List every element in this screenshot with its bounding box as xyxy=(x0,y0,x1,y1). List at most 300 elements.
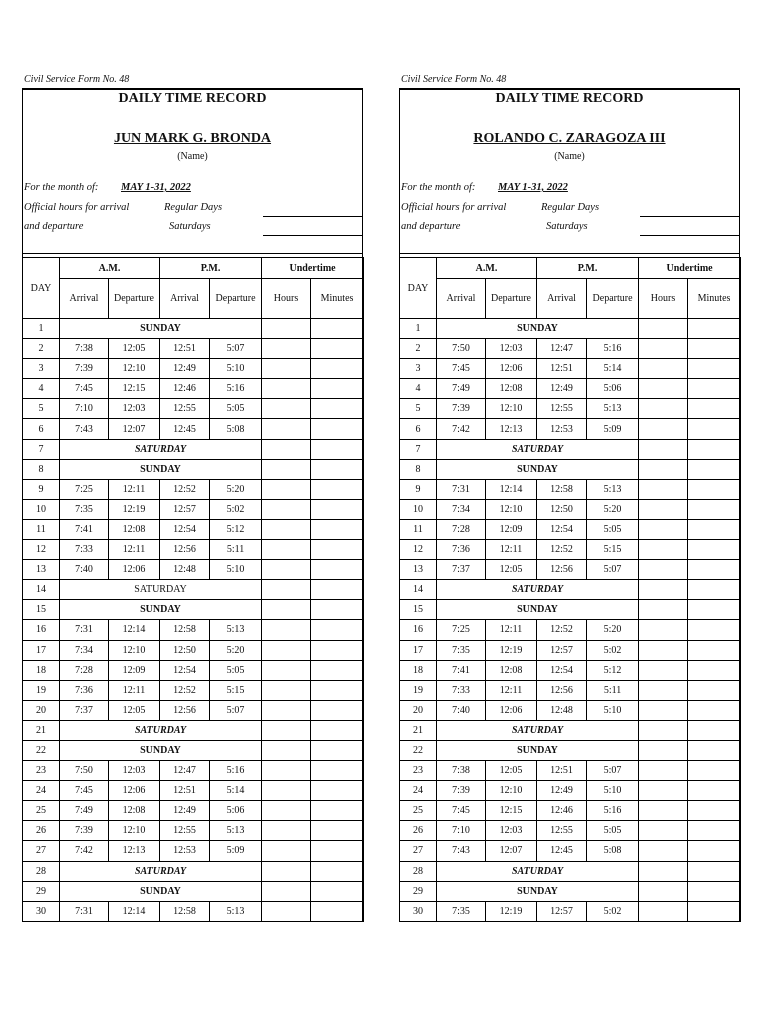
undertime-minutes-cell xyxy=(688,861,741,881)
undertime-hours-cell xyxy=(262,339,311,359)
table-row xyxy=(23,841,364,861)
am-arrival-time: 7:10 xyxy=(60,399,109,419)
undertime-minutes-cell xyxy=(311,459,364,479)
am-arrival-time: 7:38 xyxy=(60,339,109,359)
table-row xyxy=(23,319,364,339)
pm-departure-time: 5:13 xyxy=(210,620,262,640)
pm-arrival-time: 12:49 xyxy=(160,359,210,379)
regular-days-label: Regular Days xyxy=(541,202,600,213)
undertime-hours-cell xyxy=(262,700,311,720)
am-arrival-time: 7:31 xyxy=(60,901,109,921)
day-number: 3 xyxy=(400,359,437,379)
day-number: 4 xyxy=(400,379,437,399)
pm-departure-time: 5:20 xyxy=(210,640,262,660)
am-departure-header: Departure xyxy=(486,279,537,319)
sunday-label: SUNDAY xyxy=(437,319,639,339)
day-number: 26 xyxy=(23,821,60,841)
pm-arrival-time: 12:55 xyxy=(160,821,210,841)
pm-arrival-time: 12:48 xyxy=(537,700,587,720)
am-arrival-time: 7:45 xyxy=(437,801,486,821)
am-departure-time: 12:05 xyxy=(109,339,160,359)
undertime-hours-cell xyxy=(639,700,688,720)
am-departure-time: 12:05 xyxy=(109,700,160,720)
am-arrival-time: 7:50 xyxy=(60,761,109,781)
am-arrival-time: 7:31 xyxy=(60,620,109,640)
undertime-minutes-cell xyxy=(688,660,741,680)
day-number: 16 xyxy=(23,620,60,640)
pm-departure-time: 5:10 xyxy=(210,560,262,580)
undertime-hours-cell xyxy=(639,801,688,821)
saturdays-line xyxy=(263,235,362,236)
am-departure-header: Departure xyxy=(109,279,160,319)
saturday-label: SATURDAY xyxy=(60,580,262,600)
pm-departure-time: 5:20 xyxy=(587,499,639,519)
am-arrival-time: 7:45 xyxy=(437,359,486,379)
day-number: 22 xyxy=(23,740,60,760)
day-number: 2 xyxy=(400,339,437,359)
undertime-hours-cell xyxy=(639,680,688,700)
table-row xyxy=(400,339,741,359)
dtr-box xyxy=(22,88,363,922)
pm-departure-time: 5:08 xyxy=(587,841,639,861)
undertime-minutes-cell xyxy=(311,519,364,539)
sunday-label: SUNDAY xyxy=(437,740,639,760)
am-arrival-time: 7:10 xyxy=(437,821,486,841)
am-arrival-time: 7:36 xyxy=(60,680,109,700)
am-arrival-time: 7:39 xyxy=(60,821,109,841)
undertime-hours-cell xyxy=(639,600,688,620)
sunday-label: SUNDAY xyxy=(60,319,262,339)
header-divider xyxy=(400,253,739,254)
undertime-hours-cell xyxy=(639,781,688,801)
day-number: 21 xyxy=(23,720,60,740)
undertime-hours-cell xyxy=(639,499,688,519)
undertime-minutes-cell xyxy=(311,600,364,620)
day-number: 25 xyxy=(23,801,60,821)
am-arrival-time: 7:35 xyxy=(60,499,109,519)
day-number: 15 xyxy=(400,600,437,620)
day-number: 23 xyxy=(400,761,437,781)
am-departure-time: 12:09 xyxy=(109,660,160,680)
undertime-hours-cell xyxy=(639,761,688,781)
am-departure-time: 12:03 xyxy=(109,761,160,781)
dtr-box xyxy=(399,88,740,922)
pm-departure-time: 5:15 xyxy=(210,680,262,700)
pm-departure-time: 5:16 xyxy=(587,339,639,359)
official-hours-label: Official hours for arrival xyxy=(401,202,507,213)
undertime-minutes-cell xyxy=(688,339,741,359)
undertime-minutes-cell xyxy=(311,781,364,801)
day-number: 22 xyxy=(400,740,437,760)
regular-days-line xyxy=(640,216,739,217)
undertime-hours-cell xyxy=(639,881,688,901)
pm-arrival-time: 12:55 xyxy=(537,399,587,419)
sunday-label: SUNDAY xyxy=(60,881,262,901)
undertime-hours-cell xyxy=(262,399,311,419)
pm-arrival-time: 12:46 xyxy=(537,801,587,821)
table-row xyxy=(23,881,364,901)
day-number: 27 xyxy=(400,841,437,861)
pm-departure-time: 5:10 xyxy=(587,781,639,801)
undertime-minutes-cell xyxy=(311,901,364,921)
pm-departure-time: 5:02 xyxy=(587,901,639,921)
am-arrival-time: 7:36 xyxy=(437,540,486,560)
table-row xyxy=(23,761,364,781)
undertime-hours-cell xyxy=(639,359,688,379)
am-arrival-time: 7:42 xyxy=(437,419,486,439)
undertime-hours-cell xyxy=(639,720,688,740)
table-row xyxy=(400,740,741,760)
sunday-label: SUNDAY xyxy=(437,881,639,901)
undertime-minutes-cell xyxy=(688,901,741,921)
pm-departure-time: 5:16 xyxy=(210,379,262,399)
undertime-minutes-cell xyxy=(311,499,364,519)
table-row xyxy=(400,499,741,519)
table-row xyxy=(400,841,741,861)
undertime-hours-cell xyxy=(262,901,311,921)
undertime-hours-cell xyxy=(639,459,688,479)
pm-arrival-time: 12:56 xyxy=(160,540,210,560)
pm-arrival-time: 12:45 xyxy=(160,419,210,439)
undertime-hours-cell xyxy=(262,540,311,560)
undertime-hours-cell xyxy=(639,419,688,439)
day-number: 14 xyxy=(400,580,437,600)
pm-arrival-time: 12:58 xyxy=(160,901,210,921)
am-departure-time: 12:11 xyxy=(109,540,160,560)
pm-arrival-time: 12:49 xyxy=(160,801,210,821)
saturday-label: SATURDAY xyxy=(437,720,639,740)
day-number: 3 xyxy=(23,359,60,379)
undertime-hours-cell xyxy=(262,600,311,620)
table-row xyxy=(23,821,364,841)
undertime-hours-cell xyxy=(639,560,688,580)
undertime-hours-cell xyxy=(639,399,688,419)
table-row xyxy=(400,379,741,399)
pm-departure-time: 5:11 xyxy=(587,680,639,700)
pm-arrival-time: 12:52 xyxy=(537,620,587,640)
undertime-minutes-cell xyxy=(311,540,364,560)
table-row xyxy=(400,620,741,640)
undertime-minutes-cell xyxy=(311,740,364,760)
undertime-minutes-cell xyxy=(311,821,364,841)
day-number: 30 xyxy=(400,901,437,921)
am-departure-time: 12:06 xyxy=(109,781,160,801)
am-departure-time: 12:11 xyxy=(109,680,160,700)
day-header: DAY xyxy=(23,258,60,319)
pm-arrival-time: 12:51 xyxy=(160,781,210,801)
undertime-hours-cell xyxy=(639,901,688,921)
undertime-hours-cell xyxy=(262,439,311,459)
am-departure-time: 12:06 xyxy=(486,359,537,379)
departure-label: and departure xyxy=(401,221,461,232)
am-departure-time: 12:13 xyxy=(109,841,160,861)
saturday-label: SATURDAY xyxy=(437,439,639,459)
pm-arrival-time: 12:48 xyxy=(160,560,210,580)
am-departure-time: 12:08 xyxy=(486,379,537,399)
pm-departure-time: 5:14 xyxy=(587,359,639,379)
pm-departure-time: 5:05 xyxy=(587,821,639,841)
day-number: 12 xyxy=(400,540,437,560)
pm-arrival-time: 12:51 xyxy=(537,761,587,781)
table-row xyxy=(400,881,741,901)
hours-header: Hours xyxy=(262,279,311,319)
pm-departure-time: 5:06 xyxy=(587,379,639,399)
table-row xyxy=(400,419,741,439)
am-arrival-time: 7:31 xyxy=(437,479,486,499)
pm-arrival-time: 12:51 xyxy=(537,359,587,379)
pm-departure-time: 5:11 xyxy=(210,540,262,560)
pm-departure-time: 5:07 xyxy=(587,560,639,580)
day-header: DAY xyxy=(400,258,437,319)
am-departure-time: 12:07 xyxy=(486,841,537,861)
am-departure-time: 12:08 xyxy=(486,660,537,680)
am-arrival-time: 7:33 xyxy=(437,680,486,700)
table-row xyxy=(23,720,364,740)
table-row xyxy=(400,801,741,821)
undertime-hours-cell xyxy=(262,781,311,801)
am-arrival-time: 7:34 xyxy=(437,499,486,519)
table-row xyxy=(23,861,364,881)
table-row xyxy=(23,580,364,600)
undertime-header: Undertime xyxy=(639,258,741,279)
table-row xyxy=(23,519,364,539)
pm-arrival-time: 12:57 xyxy=(537,640,587,660)
undertime-minutes-cell xyxy=(688,821,741,841)
pm-arrival-time: 12:46 xyxy=(160,379,210,399)
table-row xyxy=(23,801,364,821)
day-number: 28 xyxy=(400,861,437,881)
day-number: 8 xyxy=(400,459,437,479)
undertime-hours-cell xyxy=(639,821,688,841)
pm-arrival-time: 12:56 xyxy=(160,700,210,720)
day-number: 1 xyxy=(23,319,60,339)
pm-arrival-time: 12:52 xyxy=(160,479,210,499)
pm-arrival-time: 12:47 xyxy=(160,761,210,781)
table-row xyxy=(23,339,364,359)
pm-departure-time: 5:05 xyxy=(587,519,639,539)
undertime-hours-cell xyxy=(639,540,688,560)
day-number: 24 xyxy=(23,781,60,801)
pm-departure-time: 5:07 xyxy=(587,761,639,781)
am-arrival-time: 7:34 xyxy=(60,640,109,660)
pm-departure-time: 5:12 xyxy=(210,519,262,539)
pm-departure-time: 5:13 xyxy=(210,821,262,841)
undertime-hours-cell xyxy=(262,499,311,519)
pm-departure-time: 5:16 xyxy=(210,761,262,781)
pm-departure-time: 5:02 xyxy=(210,499,262,519)
table-row xyxy=(23,620,364,640)
table-row xyxy=(23,439,364,459)
day-number: 29 xyxy=(23,881,60,901)
sunday-label: SUNDAY xyxy=(437,600,639,620)
form-number: Civil Service Form No. 48 xyxy=(24,74,130,85)
page-title: DAILY TIME RECORD xyxy=(118,91,267,106)
day-number: 19 xyxy=(400,680,437,700)
day-number: 30 xyxy=(23,901,60,921)
pm-departure-time: 5:09 xyxy=(587,419,639,439)
am-arrival-time: 7:41 xyxy=(60,519,109,539)
day-number: 9 xyxy=(23,479,60,499)
am-arrival-time: 7:25 xyxy=(437,620,486,640)
pm-departure-time: 5:15 xyxy=(587,540,639,560)
undertime-hours-cell xyxy=(262,459,311,479)
table-row xyxy=(23,680,364,700)
am-departure-time: 12:03 xyxy=(486,339,537,359)
undertime-hours-cell xyxy=(639,339,688,359)
pm-arrival-time: 12:54 xyxy=(160,519,210,539)
pm-departure-time: 5:13 xyxy=(587,399,639,419)
day-number: 17 xyxy=(23,640,60,660)
pm-arrival-time: 12:58 xyxy=(160,620,210,640)
undertime-minutes-cell xyxy=(688,580,741,600)
undertime-minutes-cell xyxy=(688,560,741,580)
undertime-hours-cell xyxy=(262,379,311,399)
am-departure-time: 12:05 xyxy=(486,761,537,781)
am-departure-time: 12:08 xyxy=(109,801,160,821)
undertime-minutes-cell xyxy=(311,560,364,580)
undertime-hours-cell xyxy=(262,560,311,580)
pm-departure-time: 5:16 xyxy=(587,801,639,821)
undertime-minutes-cell xyxy=(688,540,741,560)
undertime-hours-cell xyxy=(639,479,688,499)
pm-departure-time: 5:08 xyxy=(210,419,262,439)
day-number: 4 xyxy=(23,379,60,399)
undertime-hours-cell xyxy=(262,640,311,660)
undertime-hours-cell xyxy=(639,580,688,600)
am-departure-time: 12:15 xyxy=(486,801,537,821)
table-row xyxy=(400,861,741,881)
day-number: 27 xyxy=(23,841,60,861)
am-arrival-time: 7:39 xyxy=(437,399,486,419)
undertime-minutes-cell xyxy=(688,801,741,821)
pm-arrival-time: 12:57 xyxy=(160,499,210,519)
undertime-minutes-cell xyxy=(311,359,364,379)
undertime-hours-cell xyxy=(639,861,688,881)
employee-name: ROLANDO C. ZARAGOZA III xyxy=(473,131,666,146)
undertime-minutes-cell xyxy=(311,841,364,861)
am-departure-time: 12:10 xyxy=(486,399,537,419)
day-number: 10 xyxy=(400,499,437,519)
pm-arrival-time: 12:49 xyxy=(537,781,587,801)
undertime-header: Undertime xyxy=(262,258,364,279)
am-departure-time: 12:14 xyxy=(486,479,537,499)
time-table xyxy=(399,257,741,922)
table-row xyxy=(400,560,741,580)
undertime-minutes-cell xyxy=(688,439,741,459)
undertime-hours-cell xyxy=(262,861,311,881)
day-number: 28 xyxy=(23,861,60,881)
table-row xyxy=(23,379,364,399)
pm-departure-time: 5:13 xyxy=(587,479,639,499)
pm-arrival-time: 12:51 xyxy=(160,339,210,359)
am-arrival-time: 7:33 xyxy=(60,540,109,560)
pm-arrival-time: 12:47 xyxy=(537,339,587,359)
undertime-hours-cell xyxy=(262,419,311,439)
pm-departure-time: 5:10 xyxy=(587,700,639,720)
am-departure-time: 12:19 xyxy=(109,499,160,519)
am-arrival-time: 7:35 xyxy=(437,640,486,660)
am-arrival-time: 7:40 xyxy=(60,560,109,580)
am-header: A.M. xyxy=(60,258,160,279)
employee-name: JUN MARK G. BRONDA xyxy=(113,131,272,146)
pm-arrival-time: 12:45 xyxy=(537,841,587,861)
undertime-minutes-cell xyxy=(311,419,364,439)
hours-header: Hours xyxy=(639,279,688,319)
table-row xyxy=(400,359,741,379)
day-number: 11 xyxy=(23,519,60,539)
undertime-hours-cell xyxy=(262,720,311,740)
am-arrival-time: 7:39 xyxy=(437,781,486,801)
am-departure-time: 12:14 xyxy=(109,901,160,921)
undertime-minutes-cell xyxy=(311,620,364,640)
am-departure-time: 12:14 xyxy=(109,620,160,640)
pm-arrival-time: 12:50 xyxy=(537,499,587,519)
pm-arrival-header: Arrival xyxy=(160,279,210,319)
am-departure-time: 12:11 xyxy=(486,620,537,640)
am-departure-time: 12:03 xyxy=(109,399,160,419)
table-row xyxy=(23,901,364,921)
undertime-hours-cell xyxy=(639,841,688,861)
undertime-minutes-cell xyxy=(311,761,364,781)
am-departure-time: 12:11 xyxy=(486,540,537,560)
day-number: 1 xyxy=(400,319,437,339)
dtr-form-left xyxy=(22,74,363,922)
table-row xyxy=(23,560,364,580)
am-departure-time: 12:10 xyxy=(486,499,537,519)
am-arrival-time: 7:37 xyxy=(60,700,109,720)
undertime-minutes-cell xyxy=(688,680,741,700)
departure-label: and departure xyxy=(24,221,84,232)
table-row xyxy=(23,700,364,720)
am-arrival-time: 7:37 xyxy=(437,560,486,580)
saturday-label: SATURDAY xyxy=(437,861,639,881)
undertime-minutes-cell xyxy=(311,660,364,680)
month-label: For the month of: xyxy=(401,182,476,193)
pm-arrival-time: 12:53 xyxy=(160,841,210,861)
day-number: 8 xyxy=(23,459,60,479)
am-arrival-time: 7:49 xyxy=(437,379,486,399)
am-departure-time: 12:07 xyxy=(109,419,160,439)
pm-arrival-time: 12:55 xyxy=(537,821,587,841)
pm-arrival-time: 12:56 xyxy=(537,560,587,580)
am-arrival-time: 7:35 xyxy=(437,901,486,921)
pm-departure-time: 5:02 xyxy=(587,640,639,660)
pm-departure-time: 5:07 xyxy=(210,700,262,720)
day-number: 24 xyxy=(400,781,437,801)
table-row xyxy=(400,479,741,499)
day-number: 5 xyxy=(400,399,437,419)
table-row xyxy=(400,761,741,781)
day-number: 7 xyxy=(23,439,60,459)
sunday-label: SUNDAY xyxy=(60,459,262,479)
am-arrival-time: 7:42 xyxy=(60,841,109,861)
am-departure-time: 12:06 xyxy=(109,560,160,580)
undertime-minutes-cell xyxy=(688,600,741,620)
undertime-minutes-cell xyxy=(311,580,364,600)
table-row xyxy=(23,419,364,439)
pm-arrival-time: 12:52 xyxy=(160,680,210,700)
day-number: 20 xyxy=(23,700,60,720)
pm-departure-header: Departure xyxy=(587,279,639,319)
am-arrival-time: 7:40 xyxy=(437,700,486,720)
am-departure-time: 12:19 xyxy=(486,901,537,921)
undertime-minutes-cell xyxy=(688,359,741,379)
day-number: 15 xyxy=(23,600,60,620)
month-label: For the month of: xyxy=(24,182,99,193)
table-row xyxy=(400,439,741,459)
undertime-hours-cell xyxy=(639,439,688,459)
undertime-minutes-cell xyxy=(688,700,741,720)
